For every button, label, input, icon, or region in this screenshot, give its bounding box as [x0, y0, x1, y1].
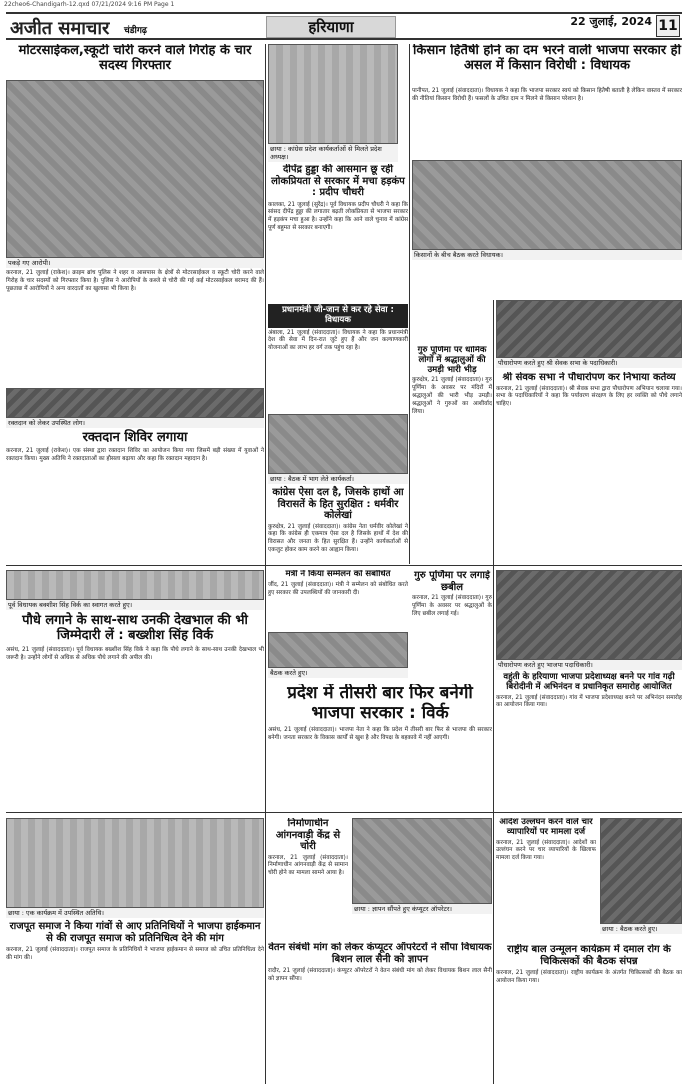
caption: छाया : एक कार्यक्रम में उपस्थित अतिथि।	[6, 908, 264, 918]
photo	[6, 570, 264, 600]
story-3	[412, 44, 682, 264]
caption: पौधारोपण करते हुए भाजपा पदाधिकारी।	[496, 660, 682, 670]
story-11-photo-block	[268, 632, 408, 680]
story-12	[412, 570, 492, 670]
body-text: पानीपत, 21 जुलाई (संवाददाता)। विधायक ने कहा कि भाजपा सरकार स्वयं को किसान हितैषी बताती है लेकिन वास्तव में सरकार की नीतियां किसान विरोधी हैं। फसलों के उचित दाम न मिलने से किसान परेशान है।	[412, 88, 682, 102]
column-rule	[409, 44, 410, 564]
body-text: करनाल, 21 जुलाई (संवाददाता)। निर्माणाधीन आंगनवाड़ी केंद्र से सामान चोरी होने का मामला सामने आया है।	[268, 854, 348, 877]
photo	[268, 44, 398, 144]
divider	[6, 812, 682, 813]
story-13	[496, 570, 682, 790]
story-8	[496, 372, 682, 472]
headline: राष्ट्रीय बाल उन्मूलन कार्यक्रम में दमाल रोग के चिकित्सकों की बैठक संपन्न	[507, 944, 671, 967]
photo	[6, 818, 264, 908]
caption: छाया : बैठक करते हुए।	[600, 924, 682, 934]
story-17	[496, 818, 596, 938]
headline: राजपूत समाज ने किया गांवों से आए प्रतिनिधियों ने भाजपा हाईकमान से की राजपूत समाज को प्रतिनिधित्व देने की मांग	[9, 921, 261, 944]
photo	[6, 80, 264, 258]
photo	[352, 818, 492, 904]
photo	[6, 388, 264, 418]
story-7	[412, 346, 492, 446]
headline: किसान हितैषी होने का दम भरने वाली भाजपा सरकार ही असल में किसान विरोधी : विधायक	[413, 44, 681, 73]
story-16-photo-block	[352, 818, 492, 918]
file-info-line: 22cheo6-Chandigarh-12.qxd 07/21/2024 9:16 PM Page 1	[4, 1, 175, 8]
photo	[268, 632, 408, 668]
headline: आदेश उल्लंघन करने वाले चार व्यापारियों पर मामला दर्ज	[499, 818, 593, 837]
divider	[6, 565, 682, 566]
body-text: करनाल, 21 जुलाई (संवाददाता)। राजपूत समाज के प्रतिनिधियों ने भाजपा हाईकमान से समाज को उचित प्रतिनिधित्व देने की मांग की।	[6, 947, 264, 961]
body-text: करनाल, 21 जुलाई (संवाददाता)। गांव में भाजपा प्रदेशाध्यक्ष बनने पर अभिनंदन समारोह का आयोजन किया गया।	[496, 694, 682, 709]
photo	[496, 300, 682, 358]
body-text: कालका, 21 जुलाई (सुरेंद्र)। पूर्व विधायक प्रदीप चौधरी ने कहा कि सांसद दीपेंद्र हुड्डा की लगातार बढ़ती लोकप्रियता से भाजपा सरकार में हड़कंप मचा हुआ है। उन्होंने कहा कि आने वाले चुनाव में कांग्रेस पूर्ण बहुमत से सरकार बनाएगी।	[268, 201, 408, 231]
story-8-photo-block	[496, 300, 682, 370]
story-15	[6, 818, 264, 1084]
headline: गुरु पूर्णिमा पर लगाई छबील	[414, 570, 490, 593]
body-text: असंध, 21 जुलाई (संवाददाता)। पूर्व विधायक बख्शीश सिंह विर्क ने कहा कि पौधे लगाने के साथ-साथ उनकी देखभाल भी जरूरी है। उन्होंने लोगों से अधिक से अधिक पौधे लगाने की अपील की।	[6, 647, 264, 661]
body-text: असंध, 21 जुलाई (संवाददाता)। भाजपा नेता ने कहा कि प्रदेश में तीसरी बार फिर से भाजपा की सरकार बनेगी। जनता सरकार के विकास कार्यों से खुश है और विपक्ष के बहकावे में नहीं आएगी।	[268, 727, 492, 741]
photo	[496, 570, 682, 660]
body-text: रादौर, 21 जुलाई (संवाददाता)। कंप्यूटर ऑपरेटरों ने वेतन संबंधी मांग को लेकर विधायक बिशन लाल सैनी को ज्ञापन सौंपा।	[268, 968, 492, 982]
caption: छाया : बैठक में भाग लेते कार्यकर्ता।	[268, 474, 408, 484]
story-18	[496, 944, 682, 1084]
body-text: करनाल, 21 जुलाई (संवाददाता)। श्री सेवक सभा द्वारा पौधारोपण अभियान चलाया गया। सभा के पदाधिकारियों ने कहा कि पर्यावरण संरक्षण के लिए हर व्यक्ति को पौधे लगाने चाहिए।	[496, 385, 682, 408]
headline: प्रदेश में तीसरी बार फिर बनेगी भाजपा सरकार : विर्क	[287, 684, 473, 723]
body-text: करनाल, 21 जुलाई (संवाददाता)। गुरु पूर्णिमा के अवसर पर श्रद्धालुओं के लिए छबील लगाई गई।	[412, 595, 492, 617]
section-title: हरियाणा	[266, 16, 396, 38]
headline: गुरु पूर्णिमा पर धार्मिक लोगों में श्रद्धालुओं की उमड़ी भारी भीड़	[417, 346, 487, 375]
body-text: करनाल, 21 जुलाई (संवाददाता)। आदेशों का उल्लंघन करने पर चार व्यापारियों के खिलाफ मामला दर्ज किया गया।	[496, 839, 596, 862]
headline: कांग्रेस ऐसा दल है, जिसके हाथों आ विरासतें के हित सुरक्षित : धर्मवीर कोलेखां	[272, 487, 404, 522]
body-text: करनाल, 21 जुलाई (संवाददाता)। राष्ट्रीय कार्यक्रम के अंतर्गत चिकित्सकों की बैठक का आयोजन किया गया।	[496, 970, 682, 984]
column-rule	[265, 44, 266, 1084]
headline: पौधे लगाने के साथ-साथ उनकी देखभाल की भी जिम्मेदारी लें : बख्शीश सिंह विर्क	[22, 613, 248, 644]
story-2	[268, 164, 408, 304]
column-rule	[493, 300, 494, 1084]
story-1	[6, 44, 264, 304]
story-5	[268, 304, 408, 414]
caption: रक्तदान को लेकर उपस्थित लोग।	[6, 418, 264, 428]
story-6	[268, 414, 408, 564]
headline: दीपेंद्र हुड्डा की आसमान छू रही लोकप्रियता से सरकार में मचा हड़कंप : प्रदीप चौधरी	[271, 164, 405, 198]
caption: छाया : कांग्रेस प्रदेश कार्यकर्ताओं से मिलते प्रदेश अध्यक्ष।	[268, 144, 398, 162]
headline: वहुंती के हरियाणा भाजपा प्रदेशाध्यक्ष बनने पर गांव गढ़ी बिरोदीनी में अभिनंदन व प्रधानिकृत समारोह आयोजित	[503, 672, 675, 692]
date-label: 22 जुलाई, 2024	[570, 15, 652, 28]
caption: बैठक करते हुए।	[268, 668, 408, 678]
paper-name: अजीत समाचार	[10, 18, 110, 39]
story-9	[6, 570, 264, 810]
masthead	[6, 12, 682, 40]
body-text: अंबाला, 21 जुलाई (संवाददाता)। विधायक ने कहा कि प्रधानमंत्री देश की सेवा में दिन-रात जुटे हुए हैं और जन कल्याणकारी योजनाओं का लाभ हर वर्ग तक पहुंच रहा है।	[268, 329, 408, 352]
headline: मंत्री ने किया सम्मेलन को संबोधित	[285, 570, 391, 579]
photo	[600, 818, 682, 924]
caption: पकड़े गए आरोपी।	[6, 258, 264, 268]
story-4	[6, 388, 264, 488]
body-text: जींद, 21 जुलाई (संवाददाता)। मंत्री ने सम्मेलन को संबोधित करते हुए सरकार की उपलब्धियों की जानकारी दी।	[268, 581, 408, 596]
headline: प्रधानमंत्री जी-जान से कर रहे सेवा : विधायक	[268, 304, 408, 328]
story-18-photo-block	[600, 818, 682, 938]
story-10	[268, 570, 408, 630]
story-14	[268, 818, 348, 938]
photo	[412, 160, 682, 250]
headline: श्री सेवक सभा ने पौधारोपण कर निभाया कर्तव्य	[502, 372, 676, 383]
headline: निर्माणाधीन आंगनवाड़ी केंद्र से चोरी	[275, 818, 341, 852]
story-11	[268, 684, 492, 774]
photo	[268, 414, 408, 474]
body-text: करनाल, 21 जुलाई (राकेश)। एक संस्था द्वारा रक्तदान शिविर का आयोजन किया गया जिसमें बड़ी संख्या में युवाओं ने रक्तदान किया। मुख्य अतिथि ने रक्तदाताओं का हौसला बढ़ाया और कहा कि रक्तदान महादान है।	[6, 448, 264, 462]
body-text: कुरुक्षेत्र, 21 जुलाई (संवाददाता)। कांग्रेस नेता धर्मवीर कोलेखां ने कहा कि कांग्रेस ही एकमात्र ऐसा दल है जिसके हाथों में देश की विरासत और जनता के हित सुरक्षित हैं। उन्होंने कार्यकर्ताओं से एकजुट होकर काम करने का आह्वान किया।	[268, 523, 408, 554]
page-number: 11	[656, 15, 680, 37]
caption: छाया : ज्ञापन सौंपते हुए कंप्यूटर ऑपरेटर।	[352, 904, 492, 914]
body-text: कुरुक्षेत्र, 21 जुलाई (संवाददाता)। गुरु पूर्णिमा के अवसर पर मंदिरों में श्रद्धालुओं की भारी भीड़ उमड़ी। श्रद्धालुओं ने गुरुओं का आशीर्वाद लिया।	[412, 377, 492, 415]
headline: रक्तदान शिविर लगाया	[82, 430, 188, 446]
caption: पौधारोपण करते हुए श्री सेवक सभा के पदाधिकारी।	[496, 358, 682, 368]
story-16	[268, 942, 492, 1084]
story-2-photo-block	[268, 44, 398, 164]
caption: किसानों के बीच बैठक करते विधायक।	[412, 250, 682, 260]
headline: मोटरसाईकल,स्कूटी चोरी करने वाले गिरोह के चार सदस्य गिरफ्तार	[18, 44, 252, 73]
body-text: करनाल, 21 जुलाई (राकेश)। क्राइम ब्रांच पुलिस ने शहर व आसपास के क्षेत्रों से मोटरसाईकल व स्कूटी चोरी करने वाले गिरोह के चार सदस्यों को गिरफ्तार किया है। पुलिस ने आरोपियों के कब्जे से चोरी की गई कई मोटरसाईकल बरामद की हैं। पूछताछ में आरोपियों ने अन्य वारदातों का खुलासा भी किया है।	[6, 270, 264, 292]
edition-label: चंडीगढ़	[124, 26, 147, 36]
headline: वेतन संबंधी मांग को लेकर कंप्यूटर ऑपरेटरों ने सौंपा विधायक बिशन लाल सैनी को ज्ञापन	[268, 942, 492, 965]
caption: पूर्व विधायक बक्शीश सिंह विर्क का स्वागत करते हुए।	[6, 600, 264, 610]
